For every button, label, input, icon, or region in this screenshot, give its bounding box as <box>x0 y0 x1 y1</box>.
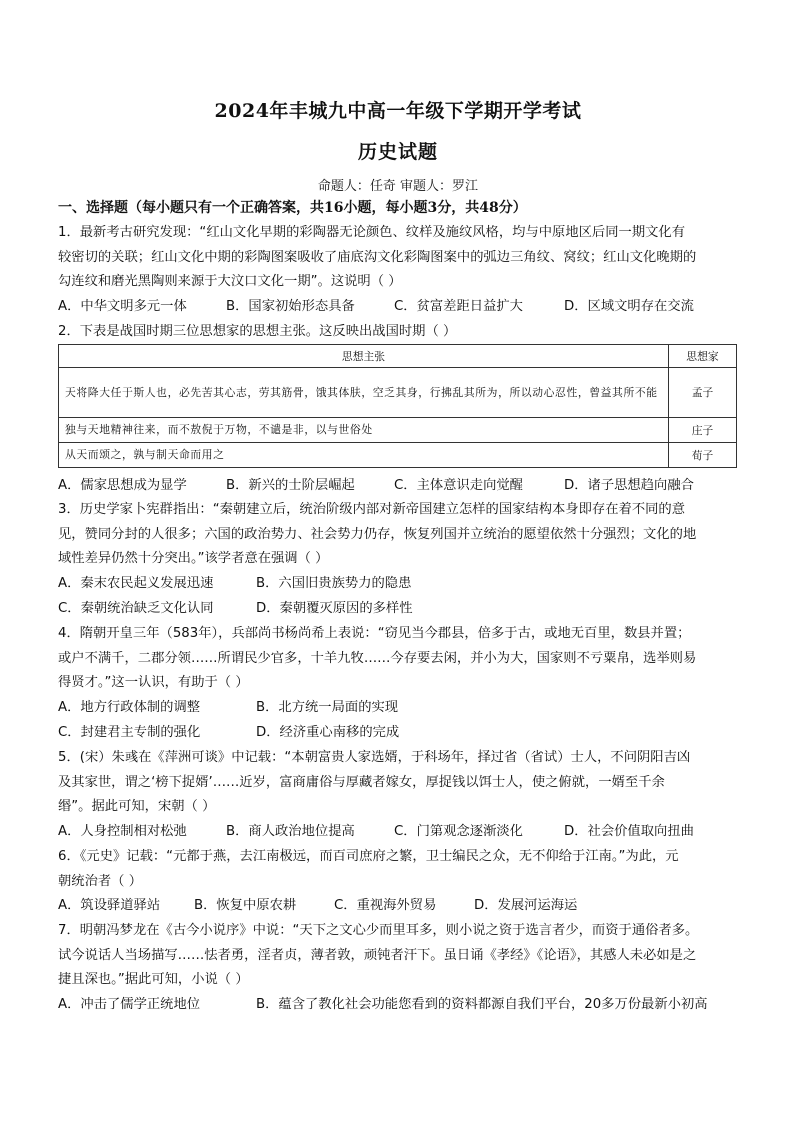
question-line: 1．最新考古研究发现：“红山文化早期的彩陶器无论颜色、纹样及施纹风格，均与中原地区后同一期文化有 <box>58 225 686 240</box>
question-line: 试今说话人当场描写……怯者勇，淫者贞，薄者敦，顽钝者汗下。虽日诵《孝经》《论语》，其感人未必如是之 <box>58 947 697 963</box>
table-row <box>59 418 737 443</box>
question-5 <box>58 746 738 845</box>
option-a[interactable]: A．筑设驿道驿站 <box>58 898 161 914</box>
options-row <box>58 894 738 919</box>
subject-title: 历史试题 <box>357 141 438 163</box>
option-d[interactable]: D．诸子思想趋向融合 <box>564 478 694 493</box>
option-b[interactable]: B．恢复中原农耕 <box>194 898 297 914</box>
question-line: 得贤才。”这一认识，有助于（ ） <box>58 675 249 691</box>
option-a[interactable]: A．冲击了儒学正统地位 <box>58 997 201 1013</box>
thinkers-table <box>58 344 737 468</box>
option-a[interactable]: A．儒家思想成为显学 <box>58 478 187 493</box>
table-cell-idea: 从天而颂之，孰与制天命而用之 <box>59 443 669 468</box>
option-d[interactable]: D．区域文明存在交流 <box>564 299 694 315</box>
question-line: 捷且深也。”据此可知，小说（ ） <box>58 972 249 988</box>
option-b[interactable]: B．新兴的士阶层崛起 <box>226 478 355 493</box>
options-row <box>58 696 738 721</box>
table-cell-thinker: 庄子 <box>669 418 737 443</box>
option-b[interactable]: B．国家初始形态具备 <box>226 299 355 315</box>
option-c[interactable]: C．封建君主专制的强化 <box>58 724 201 740</box>
option-d[interactable]: D．社会价值取向扭曲 <box>564 824 694 840</box>
question-line: 域性差异仍然十分突出。”该学者意在强调（ ） <box>58 551 329 567</box>
options-row <box>58 993 738 1018</box>
table-cell-thinker: 荀子 <box>669 443 737 468</box>
option-b[interactable]: B．北方统一局面的实现 <box>256 700 399 716</box>
option-c[interactable]: C．门第观念逐渐淡化 <box>394 824 523 840</box>
question-line: 或户不满千，二郡分领……所谓民少官多，十羊九牧……今存要去闲，并小为大，国家则不亏粟帛，选举则易 <box>58 650 697 666</box>
table-header-thinker: 思想家 <box>669 345 737 368</box>
option-b[interactable]: B．六国旧贵族势力的隐患 <box>256 576 412 592</box>
options-row <box>58 820 738 845</box>
question-3 <box>58 498 738 622</box>
option-d[interactable]: D．经济重心南移的完成 <box>256 724 400 740</box>
option-a[interactable]: A．中华文明多元一体 <box>58 299 187 315</box>
table-row <box>59 368 737 418</box>
question-line: 较密切的关联；红山文化中期的彩陶图案吸收了庙底沟文化彩陶图案中的弧边三角纹、窝纹；红山文化晚期的 <box>58 249 697 265</box>
question-2-options <box>58 474 738 499</box>
table-cell-idea: 天将降大任于斯人也，必先苦其心志，劳其筋骨，饿其体肤，空乏其身，行拂乱其所为，所以动心忍性，曾益其所不能 <box>59 368 669 418</box>
question-7 <box>58 919 738 1018</box>
question-line: 7．明朝冯梦龙在《古今小说序》中说：“天下之文心少而里耳多，则小说之资于选言者少，而资于通俗者多。 <box>58 923 699 938</box>
question-line: 及其家世，谓之‘榜下捉婿’……近岁，富商庸俗与厚藏者嫁女，厚捉钱以饵士人，使之俯就，一婿至千余 <box>58 774 665 790</box>
authors-line: 命题人：任奇 审题人：罗江 <box>317 179 479 194</box>
question-line: 4．隋朝开皇三年（583年），兵部尚书杨尚希上表说：“窃见当今郡县，倍多于古，或地无百里，数县并置； <box>58 626 691 641</box>
question-line: 6．《元史》记载：“元都于燕，去江南极远，而百司庶府之繁，卫士编民之众，无不仰给于江南。”为此，元 <box>58 849 679 864</box>
option-b[interactable]: B．商人政治地位提高 <box>226 824 355 840</box>
option-c[interactable]: C．主体意识走向觉醒 <box>394 478 523 493</box>
question-line: 缗”。据此可知，宋朝（ ） <box>58 799 216 815</box>
question-6 <box>58 845 738 919</box>
option-b[interactable]: B．蕴含了教化社会功能 <box>256 997 399 1013</box>
option-d[interactable]: D．秦朝覆灭原因的多样性 <box>256 600 413 616</box>
option-c[interactable]: C．重视海外贸易 <box>334 898 437 914</box>
options-row <box>58 597 738 622</box>
question-line: 5．(宋）朱彧在《萍洲可谈》中记载：“本朝富贵人家选婿，于科场年，择过省（省试）士人，不问阴阳吉凶 <box>58 750 691 765</box>
section-heading: 一、选择题（每小题只有一个正确答案，共16小题，每小题3分，共48分） <box>58 200 527 216</box>
exam-title: 2024年丰城九中高一年级下学期开学考试 <box>214 100 582 122</box>
option-d[interactable]: D．发展河运海运 <box>474 898 578 914</box>
options-row <box>58 572 738 597</box>
question-line: 3．历史学家卜宪群指出：“秦朝建立后，统治阶级内部对新帝国建立怎样的国家结构本身即存在着不同的意 <box>58 502 686 517</box>
footer-ad-text: 您看到的资料都源自我们平台，20多万份最新小初高 <box>398 997 708 1013</box>
option-a[interactable]: A．地方行政体制的调整 <box>58 700 201 716</box>
option-a[interactable]: A．秦末农民起义发展迅速 <box>58 576 214 592</box>
table-cell-thinker: 孟子 <box>669 368 737 418</box>
option-a[interactable]: A．人身控制相对松弛 <box>58 824 187 840</box>
question-line: 见，赞同分封的人很多；六国的政治势力、社会势力仍存，恢复列国并立统治的愿望依然十分强烈；文化的地 <box>58 526 697 542</box>
options-row <box>58 295 738 320</box>
question-line: 朝统治者（ ） <box>58 873 143 889</box>
options-row <box>58 474 738 499</box>
question-line: 2．下表是战国时期三位思想家的思想主张。这反映出战国时期（ ） <box>58 324 457 339</box>
question-2 <box>58 320 738 345</box>
table-header-idea: 思想主张 <box>59 345 669 368</box>
question-line: 勾连纹和磨光黑陶则来源于大汶口文化一期”。这说明（ ） <box>58 274 402 290</box>
option-c[interactable]: C．贫富差距日益扩大 <box>394 299 523 315</box>
question-1 <box>58 221 738 320</box>
options-row <box>58 721 738 746</box>
table-row <box>59 443 737 468</box>
option-c[interactable]: C．秦朝统治缺乏文化认同 <box>58 600 214 616</box>
table-cell-idea: 独与天地精神往来，而不敖倪于万物，不谴是非，以与世俗处 <box>59 418 669 443</box>
question-4 <box>58 622 738 746</box>
